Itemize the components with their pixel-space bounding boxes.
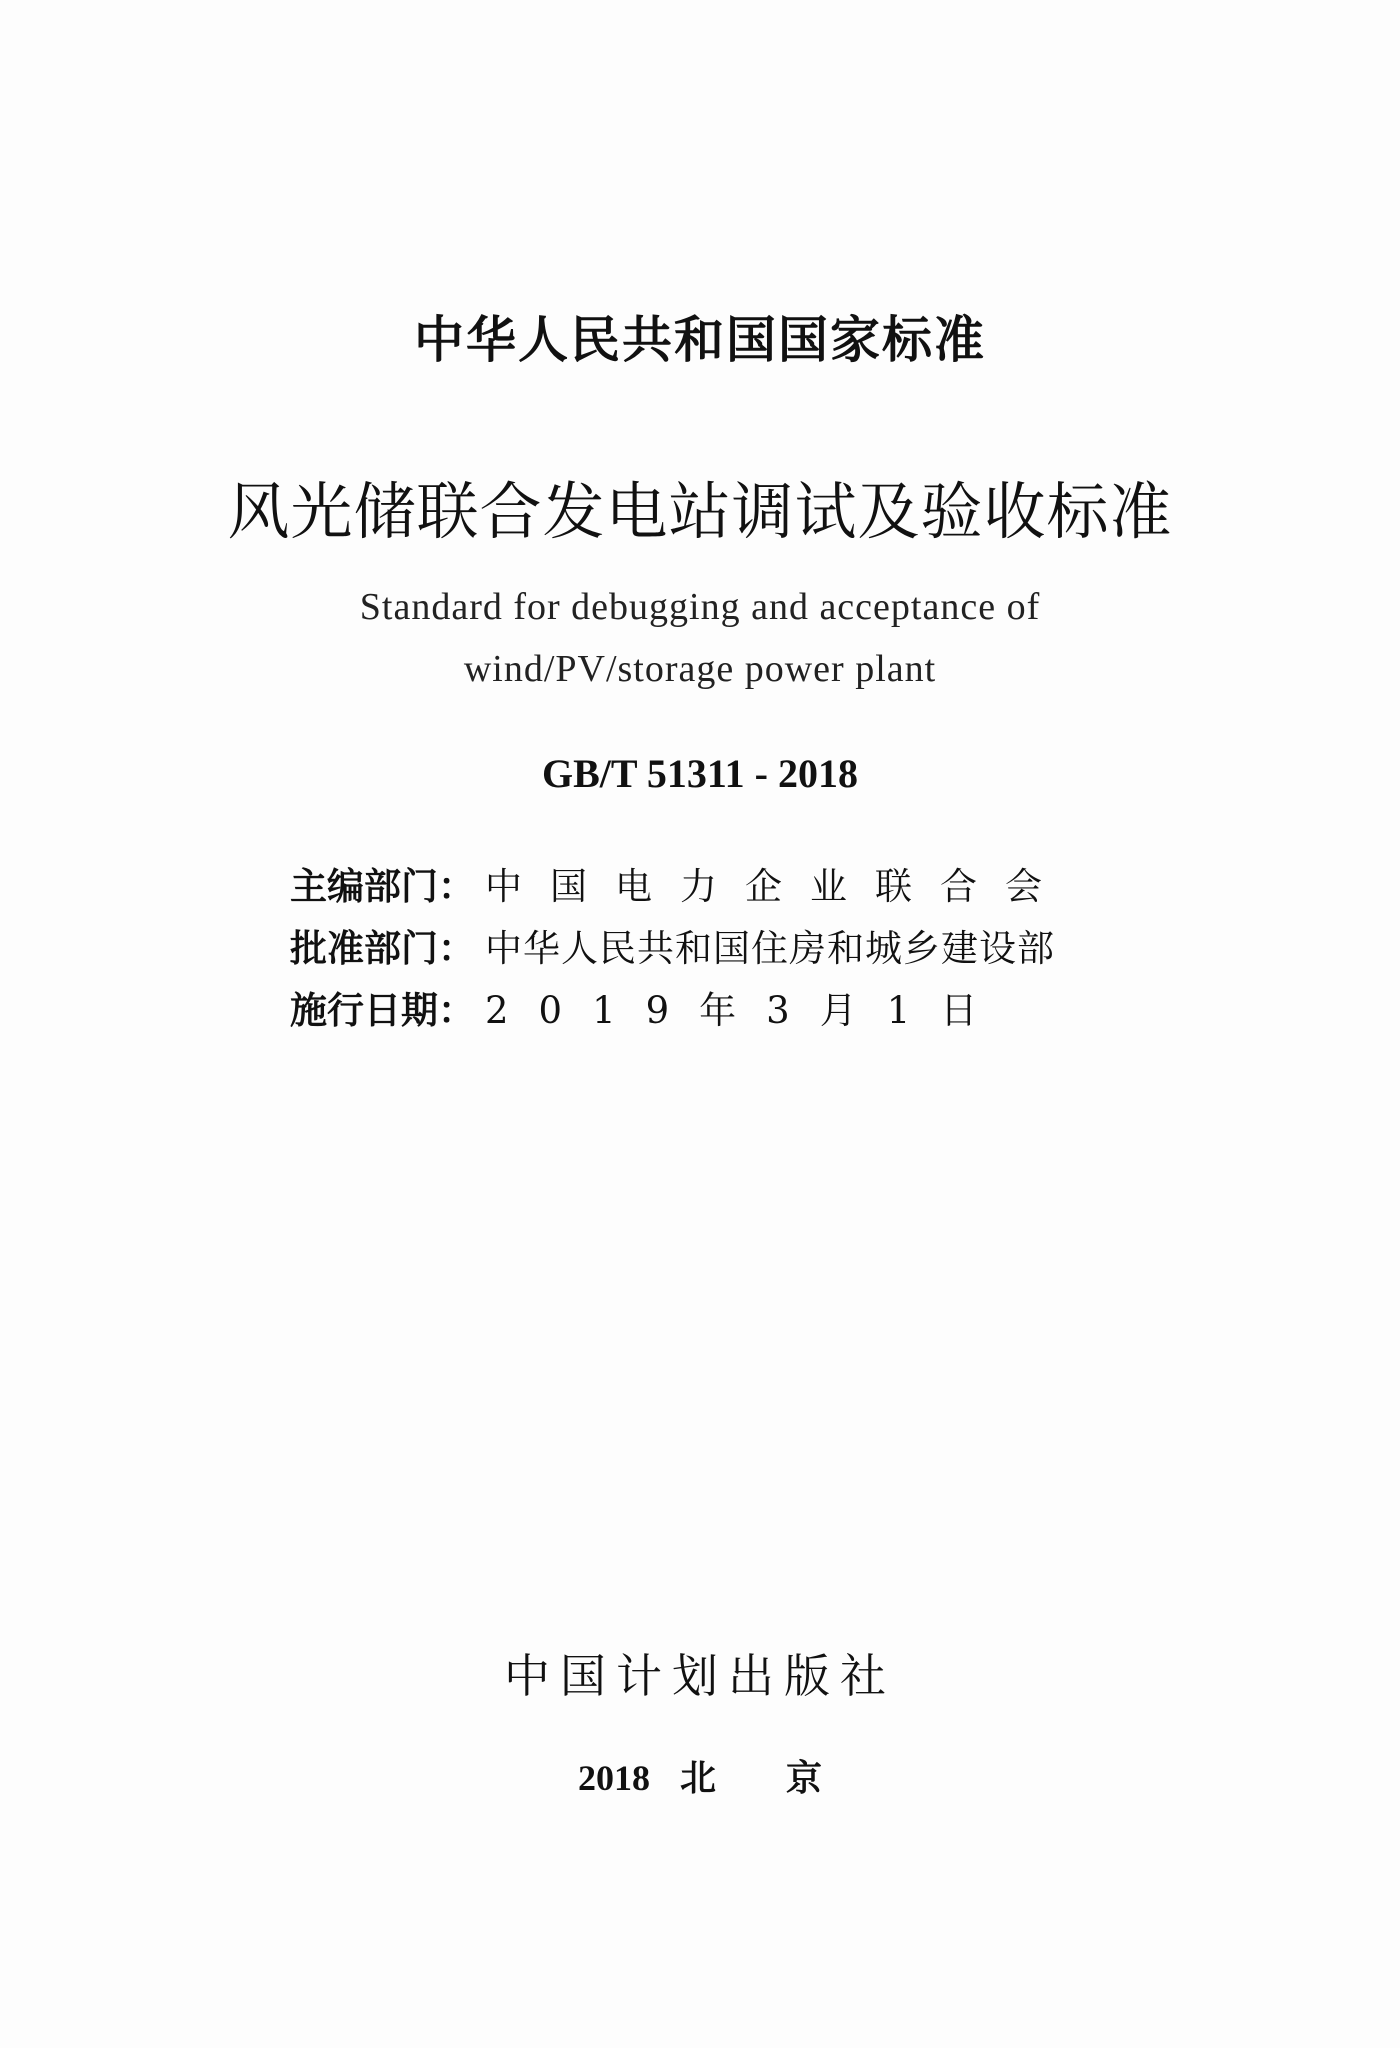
effective-date-value: 2019年3月1日 [485,989,1008,1032]
standard-series: 中华人民共和国国家标准 [414,311,986,369]
effective-date-row [290,980,1090,1034]
approver-row [290,918,1090,972]
publisher: 中国计划出版社 [504,1649,896,1703]
title-english-line-2: wind/PV/storage power plant [463,648,937,690]
city-char-2: 京 [786,1758,823,1798]
publication-year: 2018 [577,1758,650,1798]
approver-value: 中华人民共和国住房和城乡建设部 [485,927,1055,970]
publication-place [0,1750,1400,1801]
standard-code: GB/T 51311 - 2018 [542,751,858,796]
editor-row [290,856,1090,910]
city-char-1: 北 [679,1758,716,1798]
effective-date-label: 施行日期： [290,989,475,1032]
title-english-line-1: Standard for debugging and acceptance of [359,586,1041,628]
approver-label: 批准部门： [290,927,475,970]
title-chinese: 风光储联合发电站调试及验收标准 [227,475,1173,548]
editor-label: 主编部门： [290,865,475,908]
editor-value: 中国电力企业联合会 [485,865,1070,908]
